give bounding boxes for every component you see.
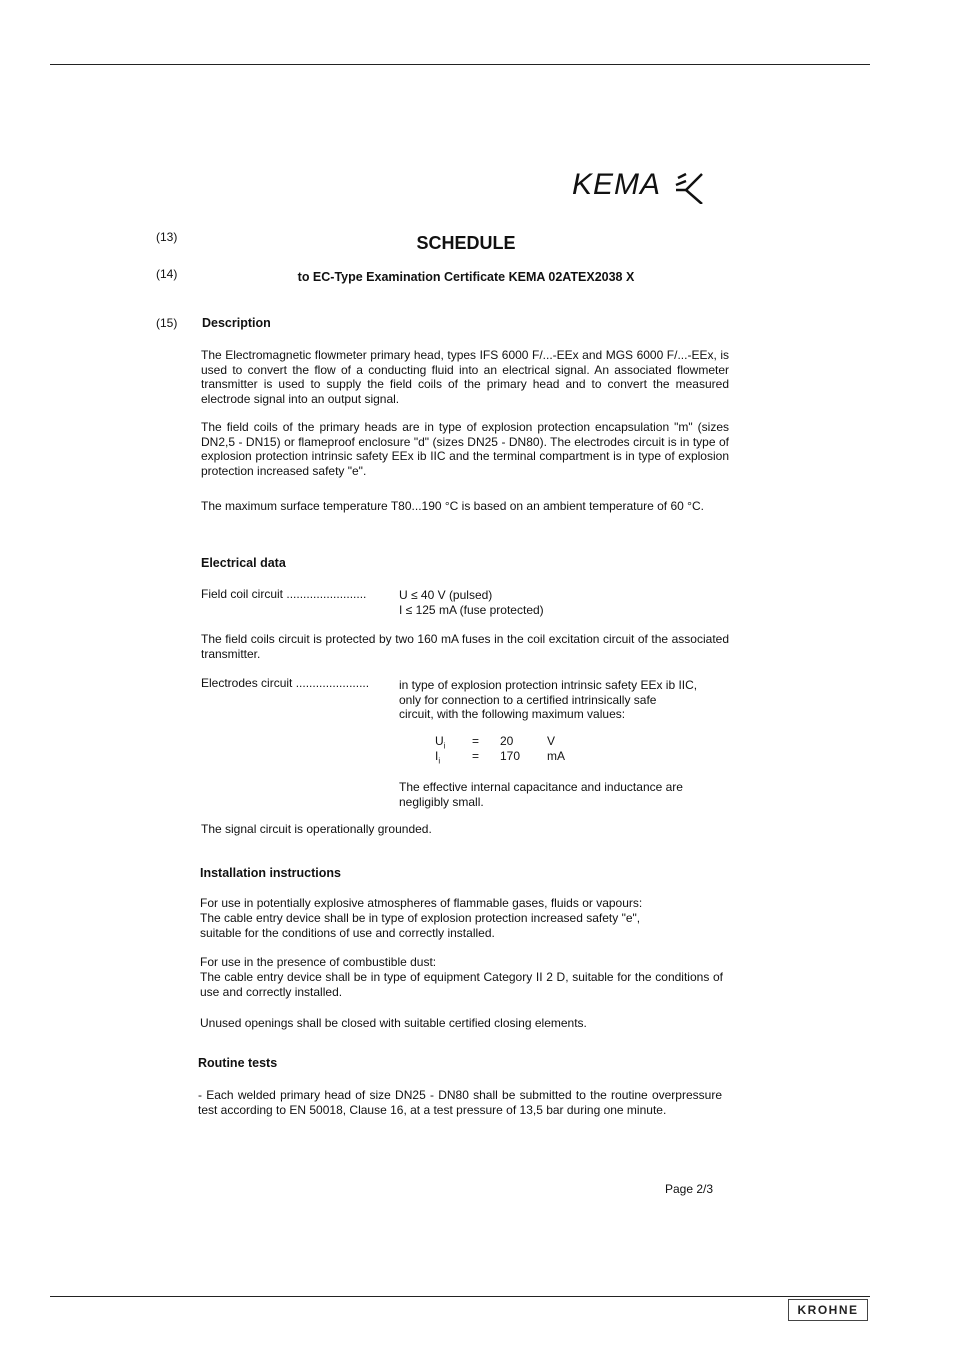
fuse-note: The field coils circuit is protected by two 160 mA fuses in the coil excitation circuit of the associated transmitter.: [201, 632, 729, 661]
electrodes-line-2: only for connection to a certified intrinsically safe: [399, 692, 657, 707]
ui-equals: =: [472, 734, 480, 748]
kema-logo-text: KEMA: [572, 168, 662, 201]
ii-equals: =: [472, 749, 480, 763]
field-coil-voltage: U ≤ 40 V (pulsed): [399, 588, 493, 602]
field-coil-values: [399, 588, 544, 617]
ui-symbol-letter: U: [435, 734, 444, 748]
electrodes-label: [201, 676, 369, 690]
ii-symbol-subscript: i: [438, 756, 441, 766]
installation-p2-line-1: For use in the presence of combustible dust:: [200, 955, 437, 969]
ui-symbol: [435, 734, 445, 750]
grounded-note: The signal circuit is operationally grounded.: [201, 822, 432, 836]
kema-logo: [572, 168, 712, 208]
installation-p1-line-1: For use in potentially explosive atmospheres of flammable gases, fluids or vapours:: [200, 896, 643, 910]
item-number-13: (13): [156, 230, 178, 244]
description-heading: Description: [202, 316, 271, 330]
krohne-logo: KROHNE: [788, 1299, 868, 1321]
ui-symbol-subscript: i: [443, 741, 446, 751]
ui-unit: V: [547, 734, 556, 748]
ii-symbol: [435, 749, 440, 765]
ii-symbol-letter: I: [435, 749, 439, 763]
certificate-subtitle: to EC-Type Examination Certificate KEMA 02ATEX2038 X: [297, 270, 635, 284]
installation-paragraph-1: [200, 896, 642, 941]
kema-logo-mark-icon: [672, 170, 708, 204]
installation-p2-rest: The cable entry device shall be in type of equipment Category II 2 D, suitable for the conditions of use and correctly installed.: [200, 970, 723, 999]
installation-p1-line-2: The cable entry device shall be in type of explosion protection increased safety "e",: [200, 911, 641, 925]
description-paragraph-1: The Electromagnetic flowmeter primary head, types IFS 6000 F/...-EEx and MGS 6000 F/...-EEx, is used to convert the flow of a conducting fluid into an electrical signal. An associated flowmeter transmitter is used to supply the field coils of the primary head and to convert the measured electrode signal into an output signal.: [201, 348, 729, 406]
field-coil-current: I ≤ 125 mA (fuse protected): [399, 602, 544, 617]
ui-value: 20: [500, 734, 514, 748]
item-number-15: (15): [156, 316, 178, 330]
field-coil-label-text: Field coil circuit: [201, 587, 284, 601]
installation-p1-line-3: suitable for the conditions of use and correctly installed.: [200, 926, 495, 940]
item-number-14: (14): [156, 267, 178, 281]
top-rule: [50, 64, 870, 65]
electrodes-description: [399, 678, 697, 722]
electrodes-line-3: circuit, with the following maximum values:: [399, 707, 626, 721]
bottom-rule: [50, 1296, 870, 1297]
routine-tests-paragraph: - Each welded primary head of size DN25 - DN80 shall be submitted to the routine overpressure test according to EN 50018, Clause 16, at a test pressure of 13,5 bar during one minute.: [198, 1088, 722, 1117]
page-number: Page 2/3: [665, 1182, 714, 1196]
electrodes-label-text: Electrodes circuit: [201, 676, 293, 690]
ii-value: 170: [500, 749, 521, 763]
electrodes-line-1: in type of explosion protection intrinsic safety EEx ib IIC,: [399, 678, 698, 692]
electrical-data-heading: Electrical data: [201, 556, 286, 570]
capacitance-note: [399, 780, 683, 809]
installation-heading: Installation instructions: [200, 866, 341, 880]
capacitance-line-2: negligibly small.: [399, 794, 484, 809]
ii-unit: mA: [547, 749, 565, 763]
capacitance-line-1: The effective internal capacitance and inductance are: [399, 780, 683, 794]
electrodes-leader-dots: ......................: [295, 676, 370, 690]
installation-paragraph-3: Unused openings shall be closed with suitable certified closing elements.: [200, 1016, 587, 1030]
routine-tests-heading: Routine tests: [198, 1056, 278, 1070]
field-coil-leader-dots: ........................: [286, 587, 367, 601]
description-paragraph-2: The field coils of the primary heads are in type of explosion protection encapsulation "m" (sizes DN2,5 - DN15) or flameproof enclosure "d" (sizes DN25 - DN80). The electrodes circuit is in type of explosion protection intrinsic safety EEx ib IIC and the terminal compartment is in type of explosion protection increased safety "e".: [201, 420, 729, 478]
schedule-title: SCHEDULE: [416, 233, 516, 253]
field-coil-label: [201, 587, 366, 601]
description-paragraph-3: The maximum surface temperature T80...190 °C is based on an ambient temperature of 60 °C.: [201, 499, 704, 513]
installation-paragraph-2: [200, 955, 723, 1000]
